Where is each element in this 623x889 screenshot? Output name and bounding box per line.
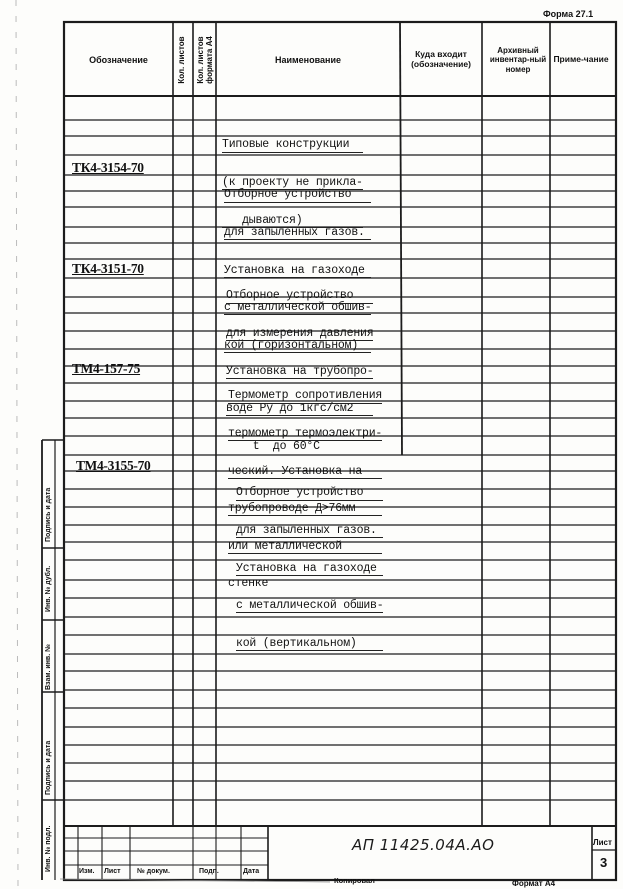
- stamp-podpis-data: Подпись и дата: [45, 740, 52, 795]
- name-line: кой (вертикальном): [236, 638, 383, 651]
- header-qty-sheets-a4-text: Кол. листов формата А4: [196, 36, 214, 84]
- name-line: для запыленных газов.: [224, 227, 371, 240]
- header-name: Наименование: [274, 54, 342, 65]
- name-line: Типовые конструкции: [222, 139, 363, 152]
- entry-name: [236, 463, 383, 663]
- name-line: с металлической обшив-: [224, 301, 372, 315]
- sheet-number: 3: [600, 855, 608, 870]
- sheet-label: Лист: [593, 838, 612, 847]
- header-qty-sheets: Кол. листов: [177, 36, 186, 84]
- tb-col-podp: Подп.: [199, 868, 219, 875]
- tb-col-data: Дата: [243, 868, 260, 875]
- name-line: трубопроводе Д>76мм: [228, 503, 382, 516]
- document-number: АП 11425.04А.АО: [352, 836, 495, 854]
- name-line: Отборное устройство: [226, 290, 373, 303]
- name-line: стенке: [228, 577, 269, 591]
- stamp-podpis-data-top: Подпись и дата: [45, 487, 52, 542]
- name-line: термометр термоэлектри-: [228, 427, 383, 441]
- footer-copied: Копировал: [334, 876, 375, 885]
- name-line: с металлической обшив-: [236, 599, 384, 613]
- entry-code: ТМ4-3155-70: [76, 458, 151, 473]
- form-label: Форма 27.1: [543, 9, 594, 19]
- name-line: ческий. Установка на: [228, 466, 382, 479]
- name-line: Термометр сопротивления: [228, 389, 383, 403]
- stamp-inv-dubl: Инв. № дубл.: [45, 565, 52, 612]
- name-line: Отборное устройство: [224, 189, 371, 202]
- header-archive-no: Архивный инвентар-ный номер: [489, 46, 547, 74]
- header-qty-sheets-a4: [196, 26, 214, 94]
- entry-code: ТК4-3151-70: [72, 261, 144, 276]
- name-line: для запыленных газов.: [236, 525, 383, 538]
- name-line: Установка на газоходе: [236, 563, 383, 576]
- name-line: воде Ру до 1кгс/см2: [226, 403, 373, 416]
- header-note: Приме-чание: [553, 54, 609, 65]
- header-where-used: Куда входит (обозначение): [411, 49, 471, 69]
- name-line: или металлической: [228, 541, 382, 554]
- name-line: (к проекту не прикла-: [222, 176, 363, 190]
- name-line: для измерения давления: [226, 327, 374, 341]
- tb-col-izm: Изм.: [79, 868, 95, 875]
- entry-code: ТМ4-157-75: [72, 361, 141, 376]
- stamp-inv-podl: Инв. № подл.: [45, 825, 52, 872]
- name-line: Установка на газоходе: [224, 265, 371, 278]
- name-line: Отборное устройство: [236, 487, 383, 500]
- name-line: дываются): [222, 215, 363, 228]
- tb-col-dokum: № докум.: [137, 868, 170, 875]
- name-line: t до 60°С: [226, 439, 320, 453]
- name-line: Установка на трубопро-: [226, 364, 374, 378]
- footer-format: Формат А4: [512, 879, 556, 888]
- name-line: кой (горизонтальном): [224, 340, 371, 353]
- stamp-vzam-inv: Взам. инв. №: [45, 644, 52, 690]
- tb-col-list: Лист: [104, 868, 121, 875]
- entry-code: ТК4-3154-70: [72, 160, 144, 175]
- header-designation: Обозначение: [89, 54, 148, 65]
